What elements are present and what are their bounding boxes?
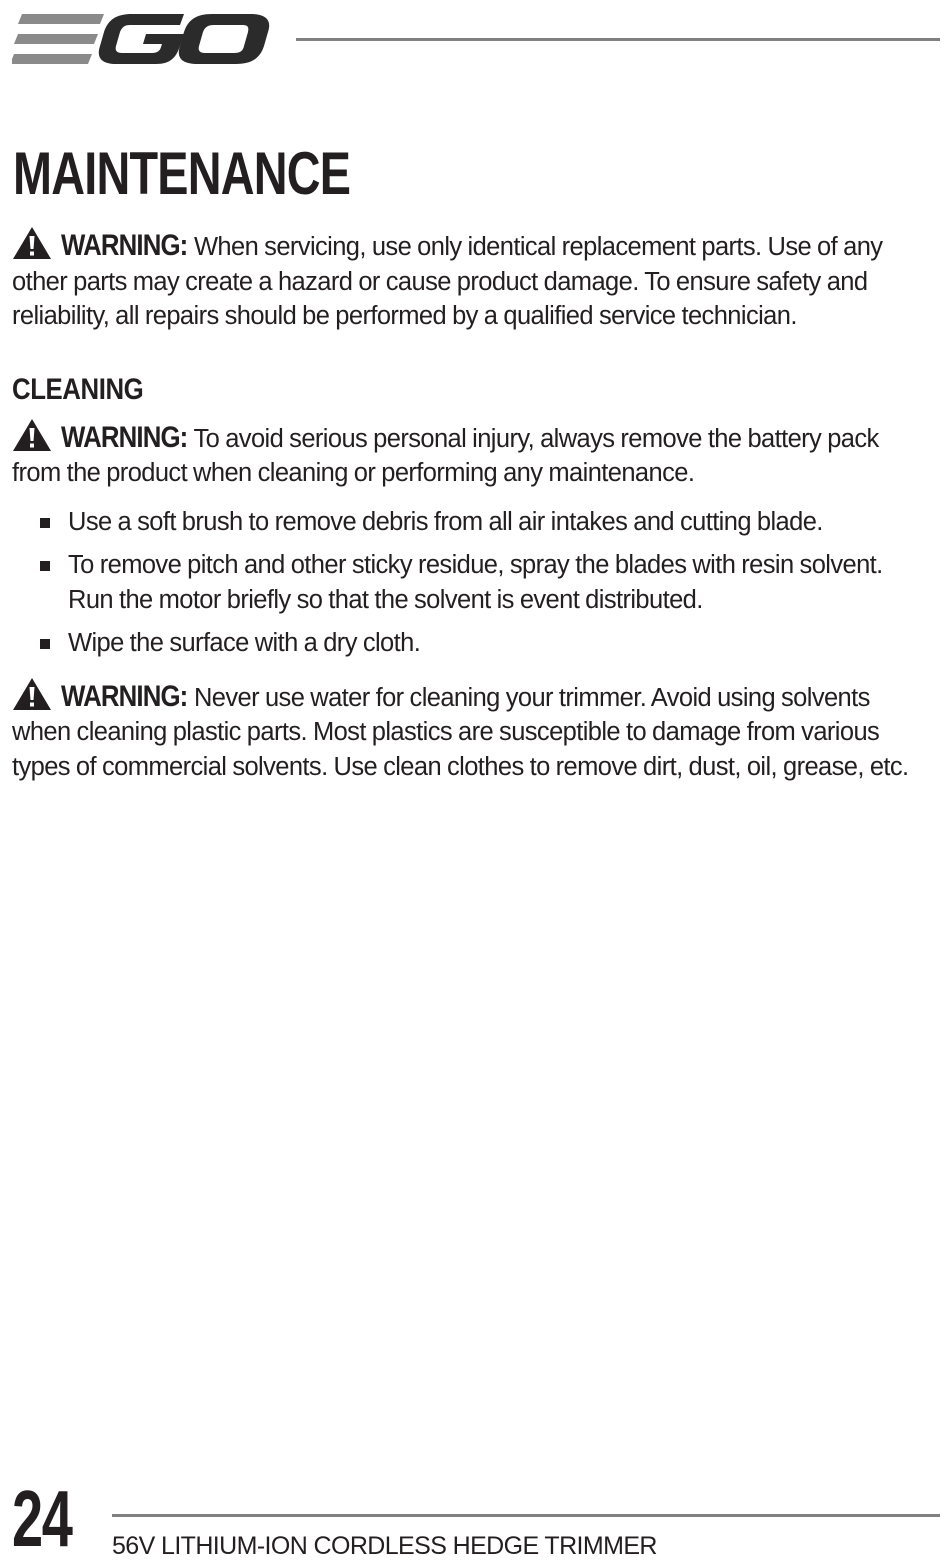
list-item — [40, 548, 922, 617]
list-item-text: To remove pitch and other sticky residue, spray the blades with resin solvent. Run the motor briefly so that the solvent is event distributed. — [68, 551, 883, 614]
cleaning-bullet-list — [12, 505, 922, 661]
warning-triangle-icon — [12, 677, 52, 711]
warning-triangle-icon — [12, 418, 52, 452]
square-bullet-icon — [40, 639, 50, 649]
list-item — [40, 505, 922, 540]
list-item-text: Use a soft brush to remove debris from all air intakes and cutting blade. — [68, 507, 823, 536]
footer-rule — [112, 1514, 940, 1517]
warning-battery — [12, 418, 922, 491]
header-rule — [296, 38, 940, 41]
warning-triangle-icon — [12, 226, 52, 260]
ego-logo — [12, 10, 270, 68]
page-number: 24 — [12, 1474, 72, 1563]
warning-label: WARNING: — [61, 229, 188, 262]
main-content — [12, 226, 922, 784]
list-item-text: Wipe the surface with a dry cloth. — [68, 629, 421, 657]
square-bullet-icon — [40, 561, 50, 571]
warning-water — [12, 677, 922, 785]
warning-text: To avoid serious personal injury, always remove the battery pack from the product when cleaning or performing any maintenance. — [12, 424, 879, 487]
warning-servicing — [12, 226, 922, 334]
warning-text: Never use water for cleaning your trimmer. Avoid using solvents when cleaning plastic parts. Most plastics are susceptible to damage from various types of commercial solvents. Use clean clothes to remove dirt, dust, oil, grease, etc. — [12, 683, 909, 781]
warning-label: WARNING: — [61, 420, 188, 454]
warning-text: When servicing, use only identical replacement parts. Use of any other parts may create a hazard or cause product damage. To ensure safety and reliability, all repairs should be performed by a qualified service technician. — [12, 233, 883, 330]
list-item — [40, 626, 922, 661]
warning-label: WARNING: — [61, 679, 188, 713]
footer-product-name: 56V LITHIUM-ION CORDLESS HEDGE TRIMMER — [112, 1532, 657, 1560]
section-heading-cleaning: CLEANING — [12, 372, 144, 406]
page-title: MAINTENANCE — [13, 140, 351, 207]
square-bullet-icon — [40, 518, 50, 528]
